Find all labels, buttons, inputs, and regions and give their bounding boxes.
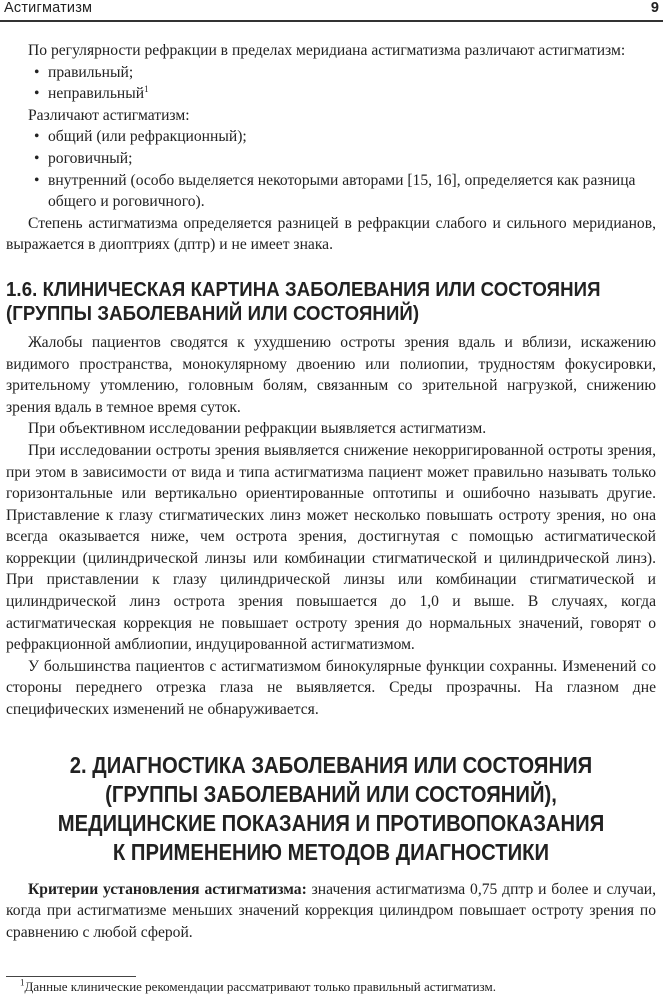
paragraph: Жалобы пациентов сводятся к ухудшению остроты зрения вдаль и вблизи, искажению видимого пространства, монокулярному двоению или полиопии, трудностям фокусировки, зрительному утомлению, головным болям, связанным со зрительной нагрузкой, снижению зрения вдаль в темное время суток. [6,333,656,416]
types-list [6,126,656,212]
footnote-marker: 1 [20,977,25,988]
section-heading-1-6 [6,278,611,326]
regularity-intro: По регулярности рефракции в пределах меридиана астигматизма различают астигматизм: [28,42,626,59]
criteria-label: Критерии установления астигматизма: [28,880,307,898]
heading-line: 2. ДИАГНОСТИКА ЗАБОЛЕВАНИЯ ИЛИ СОСТОЯНИЯ [69,751,593,778]
heading-line: К ПРИМЕНЕНИЮ МЕТОДОВ ДИАГНОСТИКИ [112,838,550,865]
paragraph: У большинства пациентов с астигматизмом бинокулярные функции сохранны. Изменений со стороны переднего отрезка глаза не выявляется. Среды прозрачны. На глазном дне специфических изменений не обнаруживается. [6,657,656,719]
heading-line: (ГРУППЫ ЗАБОЛЕВАНИЙ ИЛИ СОСТОЯНИЙ) [6,302,420,325]
running-header [0,0,663,22]
list-item: • правильный; [6,62,656,84]
footnote-text: Данные клинические рекомендации рассматривают только правильный астигматизм. [24,979,496,994]
paragraph: При объективном исследовании рефракции выявляется астигматизм. [28,420,487,438]
page-number: 9 [650,0,659,16]
heading-line: 1.6. КЛИНИЧЕСКАЯ КАРТИНА ЗАБОЛЕВАНИЯ ИЛИ СОСТОЯНИЯ [6,278,601,301]
criteria-text: значения астигматизма 0,75 дптр и более и случаи, когда при астигматизме меньших значений коррекция цилиндром повышает остроту зрения по сравнению с любой сферой. [6,880,656,941]
list-item: • общий (или рефракционный); [6,126,656,148]
heading-line: (ГРУППЫ ЗАБОЛЕВАНИЙ ИЛИ СОСТОЯНИЙ), [105,780,557,807]
footnote-ref: 1 [144,84,149,94]
regularity-list [6,62,656,105]
criteria-paragraph [6,879,656,944]
page-body [6,40,656,943]
list-item: • неправильный$^1$ [6,83,656,105]
paragraph: При исследовании остроты зрения выявляется снижение некорригированной остроты зрения, при этом в зависимости от вида и типа астигматизма пациент может правильно называть только горизонтальные или вертикально ориентированные оптотипы и ошибочно называть другие. Приставление к глазу стигматических линз может несколько повышать остроту зрения, но она всегда оказывается ниже, чем острота зрения, достигнутая с помощью астигматической коррекции (цилиндрической линзы или комбинации стигматической и цилиндрической линз). При приставлении к глазу цилиндрической линзы или комбинации стигматической и цилиндрической линз острота зрения повышается до 1,0 и выше. В случаях, когда астигматическая коррекция не повышает остроту зрения до нормальных значений, говорят о рефракционной амблиопии, индуцированной астигматизмом. [6,441,656,654]
running-title: Астигматизм [4,0,93,16]
heading-line: МЕДИЦИНСКИЕ ПОКАЗАНИЯ И ПРОТИВОПОКАЗАНИЯ [57,809,605,836]
footnote-divider [6,976,136,977]
types-intro: Различают астигматизм: [28,106,190,124]
list-item: • внутренний (особо выделяется некоторыми авторами [15, 16], определяется как разница общего и роговичного). [6,170,656,213]
chapter-heading-2 [45,751,617,867]
list-item: • роговичный; [6,148,656,170]
footnote [20,979,496,995]
degree-paragraph: Степень астигматизма определяется разницей в рефракции слабого и сильного меридианов, выражается в диоптриях (дптр) и не имеет знака. [6,214,656,254]
